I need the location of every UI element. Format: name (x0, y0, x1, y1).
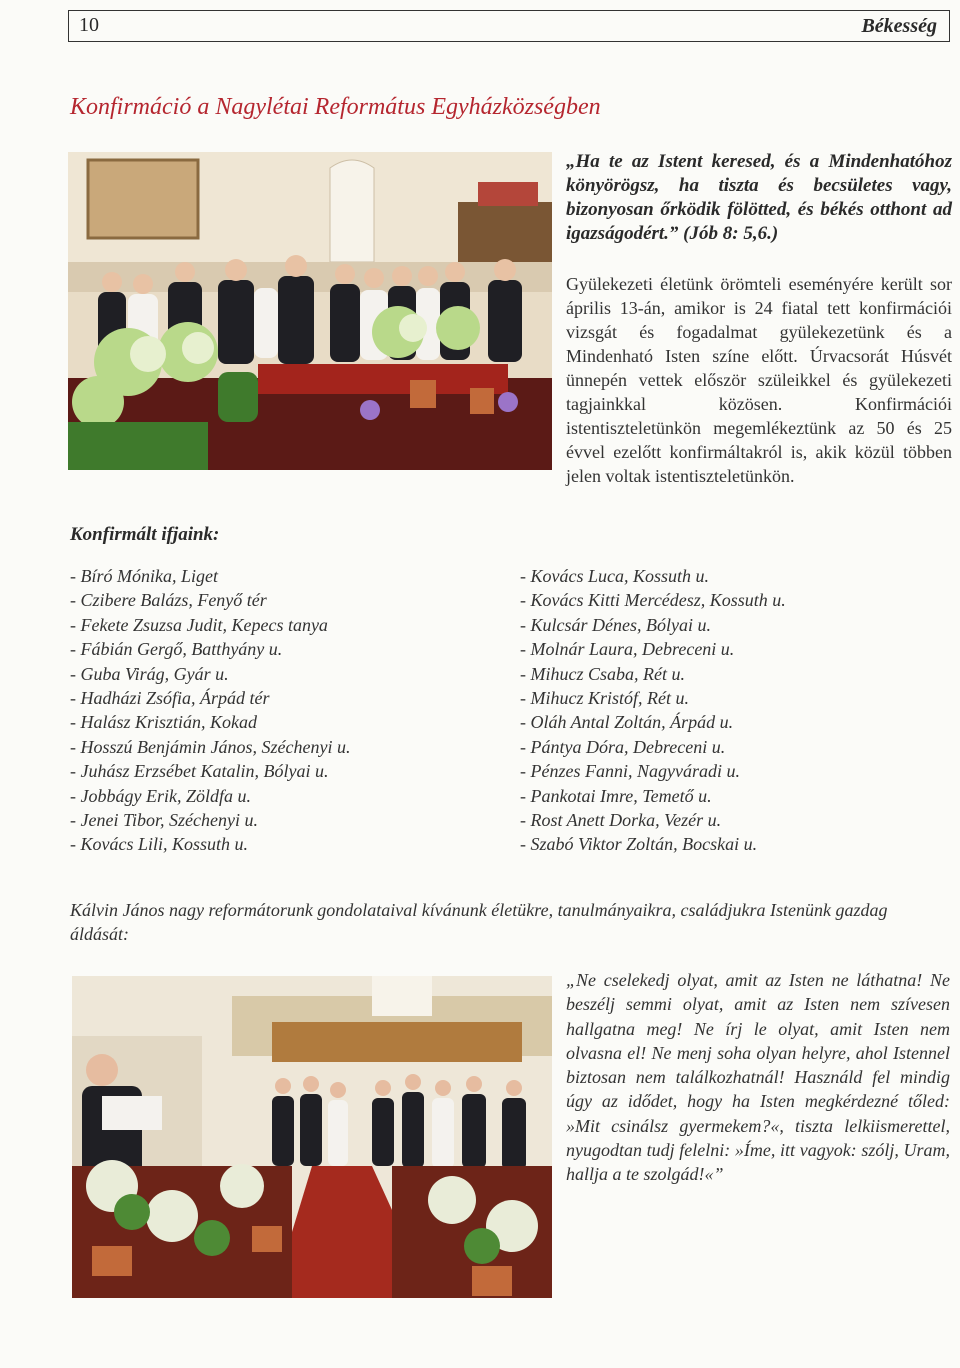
list-item: - Kovács Kitti Mercédesz, Kossuth u. (520, 590, 786, 611)
confirmation-group-photo (68, 152, 552, 470)
list-item: - Pántya Dóra, Debreceni u. (520, 736, 726, 757)
list-item: - Kovács Lili, Kossuth u. (70, 834, 249, 855)
list-item: - Kovács Luca, Kossuth u. (520, 566, 709, 586)
list-item: - Fábián Gergő, Batthyány u. (70, 639, 283, 660)
list-item: - Juhász Erzsébet Katalin, Bólyai u. (70, 761, 329, 782)
church-service-photo (72, 976, 552, 1298)
list-item: - Jobbágy Erik, Zöldfa u. (70, 785, 251, 806)
confirmed-list-right (520, 564, 786, 857)
page-header (68, 10, 950, 42)
article-title: Konfirmáció a Nagylétai Református Egyházközségben (70, 94, 601, 120)
list-item: - Molnár Laura, Debreceni u. (520, 639, 735, 660)
list-item: - Fekete Zsuzsa Judit, Kepecs tanya (70, 614, 328, 635)
confirmed-list-left (70, 564, 350, 857)
list-item: - Kulcsár Dénes, Bólyai u. (520, 614, 711, 635)
list-item: - Guba Virág, Gyár u. (70, 663, 229, 684)
list-item: - Pénzes Fanni, Nagyváradi u. (520, 761, 740, 782)
closing-paragraph: Kálvin János nagy reformátorunk gondolataival kívánunk életükre, tanulmányaikra, családjukra Istenünk gazdag áldását: (70, 900, 888, 944)
list-item: - Pankotai Imre, Temető u. (520, 785, 712, 806)
list-item: - Mihucz Csaba, Rét u. (520, 663, 685, 684)
list-item: - Rost Anett Dorka, Vezér u. (520, 810, 722, 831)
calvin-quote: „Ne cselekedj olyat, amit az Isten ne láthatna! Ne beszélj semmi olyat, amit az Isten nem szívesen hallgatna meg! Ne írj le olyat, amit Isten nem olvasna el! Ne menj soha olyan helyre, ahol Istennel biztosan nem találkozhatnál! Használd fel mindig úgy az idődet, hogy ha Isten megkérdezné tőled: »Mit csinálsz gyermekem?«, tiszta lelkiismerettel, nyugodtan tudj felelni: »Íme, itt vagyok: szólj, Uram, hallja a te szolgád!«” (566, 970, 950, 1185)
list-item: - Mihucz Kristóf, Rét u. (520, 688, 689, 709)
list-item: - Czibere Balázs, Fenyő tér (70, 590, 267, 611)
list-item: - Oláh Antal Zoltán, Árpád u. (520, 712, 734, 733)
list-item: - Jenei Tibor, Széchenyi u. (70, 810, 258, 831)
publication-name: Békesség (861, 15, 937, 37)
list-item: - Bíró Mónika, Liget (70, 566, 218, 586)
list-item: - Hosszú Benjámin János, Széchenyi u. (70, 736, 351, 757)
list-item: - Halász Krisztián, Kokad (70, 712, 258, 733)
list-item: - Szabó Viktor Zoltán, Bocskai u. (520, 834, 758, 855)
confirmed-list-title: Konfirmált ifjaink: (70, 524, 220, 545)
intro-paragraph: Gyülekezeti életünk örömteli eseményére került sor április 13-án, amikor is 24 fiatal tett konfirmációi vizsgát és fogadalmat gyülekezetünk és a Mindenható Isten színe előtt. Úrvacsorát Húsvét ünnepén vettek először szüleikkel és gyülekezeti tagjainkkal közösen. Konfirmációi istentiszteletünkön megemlékeztünk az 50 és 25 évvel ezelőtt konfirmáltakról is, akik közül többen jelen voltak istentiszteletünkön. (566, 274, 952, 486)
page-number: 10 (79, 14, 99, 36)
list-item: - Hadházi Zsófia, Árpád tér (70, 688, 270, 709)
bible-quote: „Ha te az Istent keresed, és a Mindenhatóhoz könyörögsz, ha tiszta és becsületes vagy, bizonyosan őrködik fölötted, és békés otthont ad igazságodért.” (Jób 8: 5,6.) (566, 151, 952, 244)
